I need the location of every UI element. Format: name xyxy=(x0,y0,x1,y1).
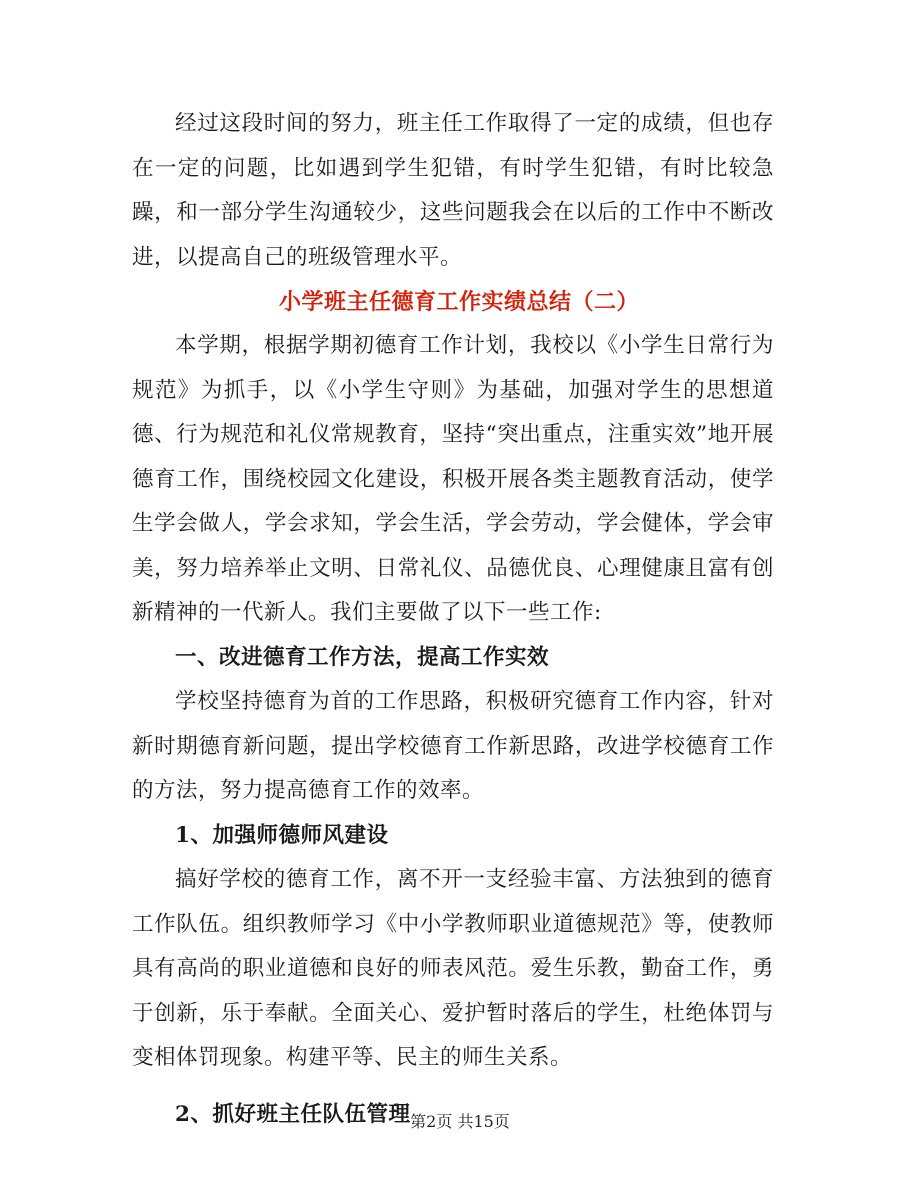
document-body xyxy=(132,102,774,1137)
body-paragraph-1: 本学期，根据学期初德育工作计划，我校以《小学生日常行为规范》为抓手，以《小学生守则》为基础，加强对学生的思想道德、行为规范和礼仪常规教育，坚持“突出重点，注重实效”地开展德育工作，围绕校园文化建设，积极开展各类主题教育活动，使学生学会做人，学会求知，学会生活，学会劳动，学会健体，学会审美，努力培养举止文明、日常礼仪、品德优良、心理健康且富有创新精神的一代新人。我们主要做了以下一些工作: xyxy=(132,333,774,625)
heading-3: 2、抓好班主任队伍管理 xyxy=(175,1101,411,1127)
page-footer: 第2页 共15页 xyxy=(410,1112,510,1131)
body-paragraph-2: 学校坚持德育为首的工作思路，积极研究德育工作内容，针对新时期德育新问题，提出学校德育工作新思路，改进学校德育工作的方法，努力提高德育工作的效率。 xyxy=(132,689,774,803)
heading-2: 1、加强师德师风建设 xyxy=(175,822,389,848)
intro-paragraph: 经过这段时间的努力，班主任工作取得了一定的成绩，但也存在一定的问题，比如遇到学生犯错，有时学生犯错，有时比较急躁，和一部分学生沟通较少，这些问题我会在以后的工作中不断改进，以提高自己的班级管理水平。 xyxy=(132,111,774,270)
body-paragraph-3: 搞好学校的德育工作，离不开一支经验丰富、方法独到的德育工作队伍。组织教师学习《中小学教师职业道德规范》等，使教师具有高尚的职业道德和良好的师表风范。爱生乐教，勤奋工作，勇于创新，乐于奉献。全面关心、爱护暂时落后的学生，杜绝体罚与变相体罚现象。构建平等、民主的师生关系。 xyxy=(132,867,774,1070)
heading-1: 一、改进德育工作方法，提高工作实效 xyxy=(175,644,550,670)
section-title: 小学班主任德育工作实绩总结（二） xyxy=(278,289,639,315)
